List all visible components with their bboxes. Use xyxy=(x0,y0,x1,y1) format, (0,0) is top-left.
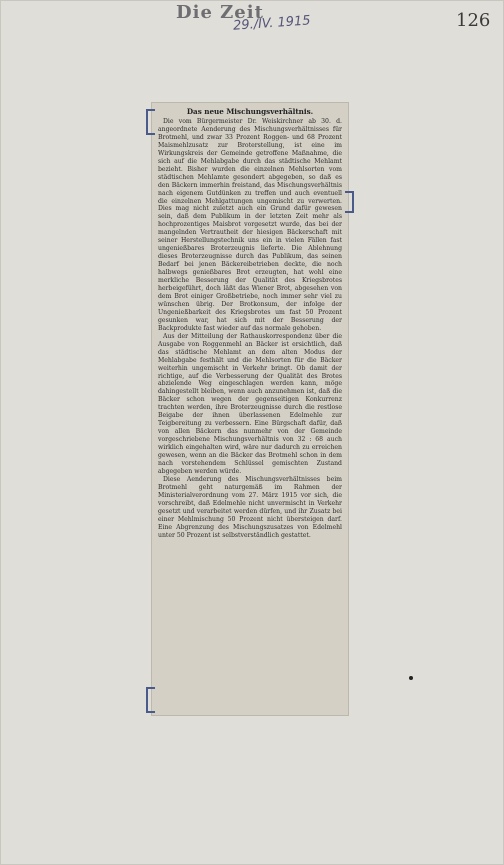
bracket-mark-top-left xyxy=(146,109,155,135)
bracket-mark-bottom-left xyxy=(146,687,155,713)
ink-dot xyxy=(409,676,413,680)
article-title: Das neue Mischungsverhältnis. xyxy=(186,107,314,116)
masthead-stamp: Die Zeit xyxy=(176,2,264,23)
article-paragraph: Die vom Bürgermeister Dr. Weiskirchner ab 30. d. angeordnete Aenderung des Mischungsverhältnisses für Brotmehl, und zwar 33 Prozent Roggen- und 68 Prozent Maismehlzusatz zur Broterstellung, ist eine im Wirkungskreis der Gemeinde getroffene Maßnahme, die sich auf die Mehlabgabe durch das städtische Mehlamt bezieht. Bisher wurden die einzelnen Mehlsorten vom städtischen Mehlamte gesondert abgegeben, so daß es den Bäckern immerhin freistand, das Mischungsverhältnis nach eigenem Gutdünken zu treffen und auch eventuell die einzelnen Mehlgattungen ungemischt zu verwerten. Dies mag nicht zuletzt auch ein Grund dafür gewesen sein, daß dem Publikum in der letzten Zeit mehr als hochprozentiges Maisbrot vorgesetzt wurde, das bei der mangelnden Vertrautheit der hiesigen Bäckerschaft mit seiner Herstellungstechnik uns ein in vielen Fällen fast ungenießbares Broterzeugnis lieferte. Die Ablehnung dieses Broterzeugnisse durch das Publikum, das seinen Bedarf bei jenen Bäckereibetrieben deckte, die noch halbwegs genießbares Brot erzeugten, hat wohl eine merkliche Besserung der Qualität des Kriegsbrotes herbeigeführt, doch läßt das Wiener Brot, abgesehen von dem Brot einiger Großbetriebe, noch immer sehr viel zu wünschen übrig. Der Brotkonsum, der infolge der Ungenießbarkeit des Kriegsbrotes um fast 50 Prozent gesunken war, hat sich mit der Besserung der Backprodukte fast wieder auf das normale gehoben. xyxy=(158,118,342,332)
handwritten-date: 29./IV. 1915 xyxy=(232,13,312,34)
newspaper-clipping xyxy=(152,103,348,715)
article-paragraph: Diese Aenderung des Mischungsverhältnisses beim Brotmehl geht naturgemäß im Rahmen der Ministerialverordnung vom 27. März 1915 vor sich, die vorschreibt, daß Edelmehle nicht unvermischt in Verkehr gesetzt und verarbeitet werden dürfen, und ihr Zusatz bei einer Mehlmischung 50 Prozent nicht übersteigen darf. Eine Abgrenzung des Mischungszusatzes von Edelmehl unter 50 Prozent ist selbstverständlich gestattet. xyxy=(158,475,342,539)
page-number: 126 xyxy=(456,10,491,31)
article-body xyxy=(158,118,342,540)
article-paragraph: Aus der Mitteilung der Rathauskorrespondenz über die Ausgabe von Roggenmehl an Bäcker ist ersichtlich, daß das städtische Mehlamt an dem alten Modus der Mehlabgabe festhält und die Mehlsorten für die Bäcker weiterhin ungemischt in Verkehr bringt. Ob damit der richtige, auf die Verbesserung der Qualität des Brotes abzielende Weg eingeschlagen werden kann, möge dahingestellt bleiben, wenn auch anzunehmen ist, daß die Bäcker schon wegen der gegenseitigen Konkurrenz trachten werden, ihre Broterzeugnisse durch die restlose Beigabe der ihnen überlassenen Edelmehle zur Teigbereitung zu verbessern. Eine Bürgschaft dafür, daß von allen Bäckern das nunmehr von der Gemeinde vorgeschriebene Mischungsverhältnis von 32 : 68 auch wirklich eingehalten wird, wäre nur dadurch zu erreichen gewesen, wenn an die Bäcker das Brotmehl schon in dem nach vorstehendem Schlüssel gemischten Zustand abgegeben werden würde. xyxy=(158,332,342,475)
bracket-mark-right xyxy=(345,191,354,213)
